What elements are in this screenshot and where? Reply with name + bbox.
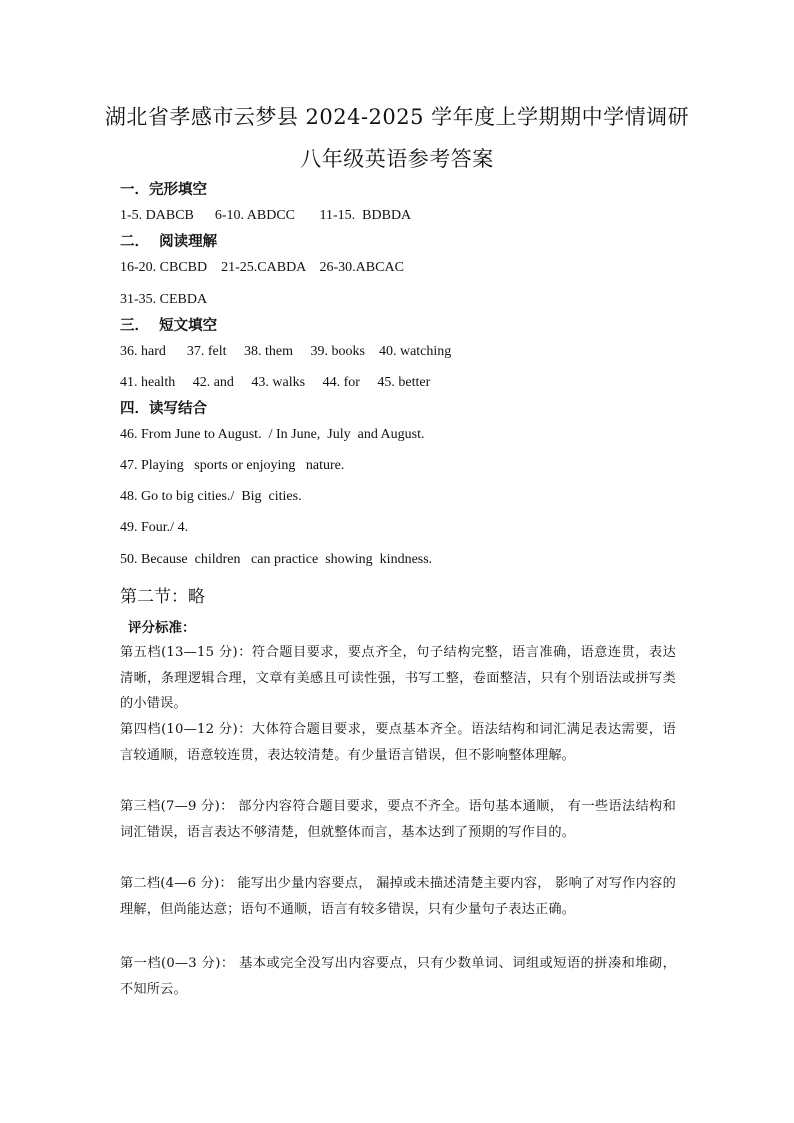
answer-line: 47. Playing sports or enjoying nature.: [120, 458, 345, 473]
document-title: 湖北省孝感市云梦县 2024-2025 学年度上学期期中学情调研: [104, 105, 690, 129]
answer-line: 36. hard 37. felt 38. them 39. books 40. watching: [120, 344, 452, 359]
section-heading-passage-fill: 三． 短文填空: [120, 318, 218, 334]
answer-line: 50. Because children can practice showing kindness.: [120, 552, 433, 567]
answer-line: 41. health 42. and 43. walks 44. for 45. better: [120, 375, 431, 390]
document-subtitle: 八年级英语参考答案: [300, 147, 494, 171]
criteria-level-4: 第四档(10—12 分)：大体符合题目要求，要点基本齐全。语法结构和词汇满足表达需要，语言较通顺，语意较连贯，表达较清楚。有少量语言错误，但不影响整体理解。: [120, 722, 676, 763]
answer-line: 49. Four./ 4.: [120, 520, 189, 535]
answer-line: 1-5. DABCB 6-10. ABDCC 11-15. BDBDA: [120, 208, 412, 223]
answer-line: 31-35. CEBDA: [120, 292, 208, 307]
section-heading-read-write: 四．读写结合: [120, 401, 207, 417]
criteria-level-1: 第一档(0—3 分)： 基本或完全没写出内容要点，只有少数单词、词组或短语的拼凑和堆砌，不知所云。: [120, 956, 676, 997]
criteria-level-2: 第二档(4—6 分)： 能写出少量内容要点， 漏掉或未描述清楚主要内容， 影响了对写作内容的理解，但尚能达意；语句不通顺，语言有较多错误，只有少量句子表达正确。: [120, 876, 676, 917]
section-heading-reading: 二． 阅读理解: [120, 234, 218, 250]
answer-line: 48. Go to big cities./ Big cities.: [120, 489, 302, 504]
answer-line: 16-20. CBCBD 21-25.CABDA 26-30.ABCAC: [120, 260, 404, 275]
answer-line: 46. From June to August. / In June, July and August.: [120, 427, 425, 442]
criteria-level-5: 第五档(13—15 分)：符合题目要求，要点齐全，句子结构完整，语言准确，语意连贯，表达清晰，条理逻辑合理，文章有美感且可读性强，书写工整，卷面整洁，只有个别语法或拼写类的小错误。: [120, 645, 676, 711]
criteria-level-3: 第三档(7—9 分)： 部分内容符合题目要求，要点不齐全。语句基本通顺， 有一些语法结构和词汇错误，语言表达不够清楚，但就整体而言，基本达到了预期的写作目的。: [120, 799, 676, 840]
section-heading-cloze: 一．完形填空: [120, 182, 207, 198]
criteria-title: 评分标准：: [128, 620, 196, 636]
section-two-title: 第二节：略: [120, 587, 205, 607]
